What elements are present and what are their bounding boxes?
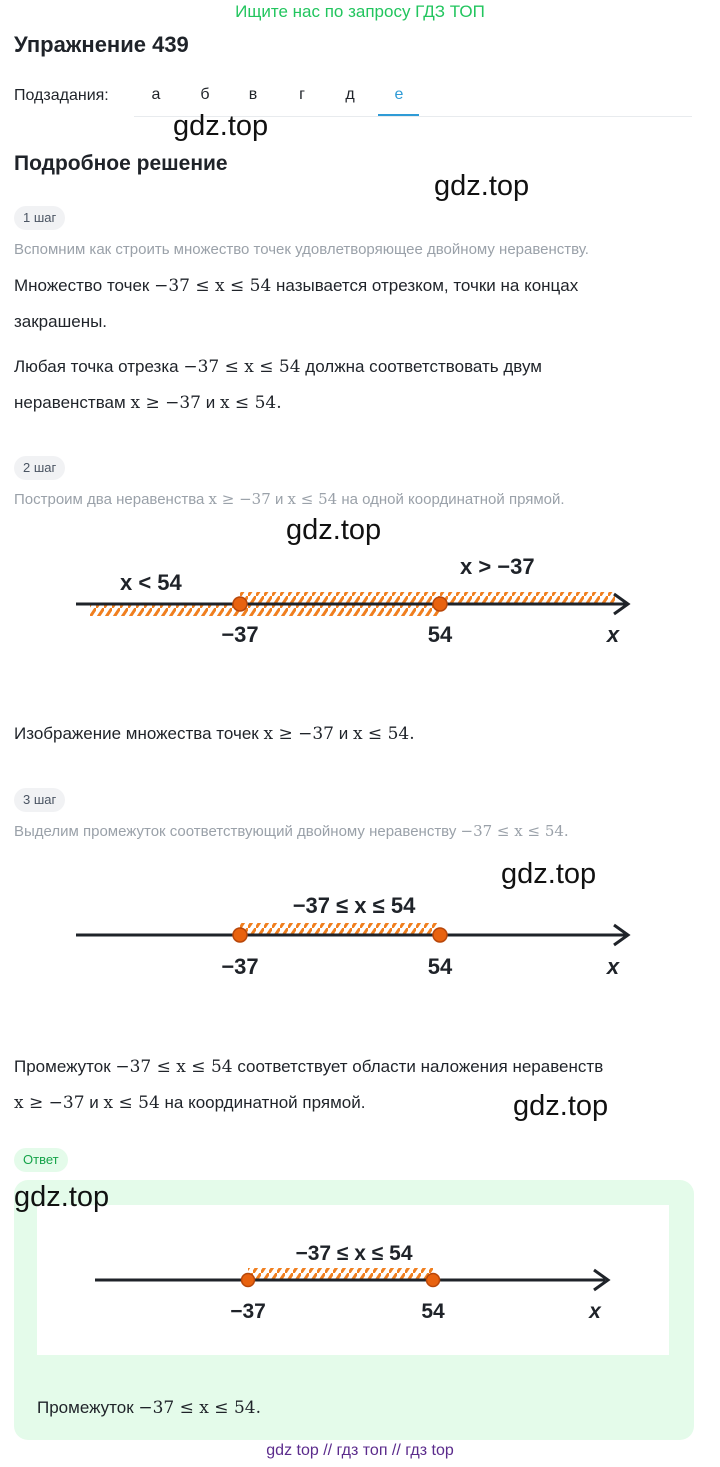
text-fragment: Изображение множества точек (14, 724, 259, 743)
hatch-overlap-top (240, 592, 440, 604)
watermark: gdz.top (14, 1181, 110, 1213)
point-minus37 (242, 1274, 255, 1287)
axis-label: x (606, 954, 620, 979)
step-text (14, 268, 578, 340)
tab-g[interactable]: г (299, 86, 305, 103)
tick-label-minus37: −37 (230, 1300, 266, 1323)
tab-d[interactable]: д (345, 86, 355, 103)
step-badge: 1 шаг (14, 206, 65, 230)
text-fragment: и (274, 491, 284, 508)
point-minus37 (233, 928, 247, 942)
step-badge: 2 шаг (14, 456, 65, 480)
tab-e[interactable]: е (394, 86, 404, 103)
text-fragment: неравенствам (14, 393, 126, 412)
label-right: x > −37 (460, 554, 535, 579)
axis-label: x (589, 1300, 601, 1323)
label-left: x < 54 (120, 570, 182, 595)
math-inline: −37 ≤ x ≤ 54 (115, 1057, 233, 1077)
text-fragment: Множество точек (14, 276, 150, 295)
tick-label-54: 54 (427, 622, 453, 647)
step-text (14, 716, 415, 752)
step-hint (14, 822, 569, 840)
tab-v[interactable]: в (248, 86, 258, 103)
math-inline: x ≥ −37 (263, 724, 334, 744)
promo-banner[interactable]: Ищите нас по запросу ГДЗ ТОП (235, 2, 485, 21)
text-fragment: называется отрезком, точки на концах (276, 276, 579, 295)
math-inline: x ≥ −37 (208, 490, 271, 508)
math-inline: −37 ≤ x ≤ 54 (183, 357, 301, 377)
math-inline: −37 ≤ x ≤ 54 (154, 276, 272, 296)
text-fragment: и (338, 724, 349, 743)
subtasks-label: Подзадания: (14, 87, 109, 104)
math-inline: x ≤ 54. (352, 724, 415, 744)
math-inline: x ≤ 54 (287, 490, 338, 508)
active-tab-underline (378, 114, 419, 116)
tick-label-54: 54 (427, 954, 453, 979)
math-inline: x ≤ 54 (103, 1093, 160, 1113)
step-badge: 3 шаг (14, 788, 65, 812)
text-fragment: и (89, 1093, 99, 1112)
tab-a[interactable]: а (151, 86, 161, 103)
text-fragment: на одной координатной прямой. (341, 491, 565, 508)
number-line-answer (37, 1225, 669, 1335)
watermark: gdz.top (173, 110, 269, 142)
step-text (14, 349, 542, 421)
math-inline: −37 ≤ x ≤ 54. (138, 1398, 261, 1418)
hatch-interval (240, 923, 440, 935)
watermark: gdz.top (286, 514, 382, 546)
step-hint: Вспомним как строить множество точек удовлетворяющее двойному неравенству. (14, 241, 589, 258)
text-fragment: закрашены. (14, 312, 108, 331)
hatch-left (90, 604, 240, 616)
page-title: Упражнение 439 (14, 32, 189, 57)
math-inline: x ≤ 54. (219, 393, 282, 413)
text-fragment: Промежуток (37, 1398, 134, 1417)
text-fragment: должна соответствовать двум (305, 357, 542, 376)
tick-label-54: 54 (421, 1300, 445, 1323)
section-title: Подробное решение (14, 152, 228, 175)
tick-label-minus37: −37 (221, 954, 259, 979)
watermark: gdz.top (501, 858, 597, 890)
number-line-two-inequalities (0, 548, 720, 658)
interval-label: −37 ≤ x ≤ 54 (292, 893, 416, 918)
math-inline: x ≥ −37 (130, 393, 201, 413)
math-inline: x ≥ −37 (14, 1093, 85, 1113)
point-54 (427, 1274, 440, 1287)
text-fragment: Промежуток (14, 1057, 111, 1076)
point-54 (433, 597, 447, 611)
watermark: gdz.top (513, 1090, 609, 1122)
tab-b[interactable]: б (200, 86, 210, 103)
point-54 (433, 928, 447, 942)
answer-text (37, 1390, 261, 1426)
footer-links[interactable]: gdz top // гдз топ // гдз top (266, 1442, 454, 1459)
number-line-interval (0, 880, 720, 990)
step-hint (14, 490, 565, 508)
axis-label: x (606, 622, 620, 647)
hatch-right (440, 592, 615, 604)
point-minus37 (233, 597, 247, 611)
watermark: gdz.top (434, 170, 530, 202)
text-fragment: Построим два неравенства (14, 491, 205, 508)
hatch-overlap-bottom (240, 604, 440, 616)
text-fragment: соответствует области наложения неравенств (237, 1057, 604, 1076)
text-fragment: и (205, 393, 216, 412)
text-fragment: Любая точка отрезка (14, 357, 179, 376)
interval-label: −37 ≤ x ≤ 54 (295, 1242, 413, 1265)
text-fragment: на координатной прямой. (164, 1093, 366, 1112)
step-text (14, 1049, 603, 1121)
answer-badge: Ответ (14, 1148, 68, 1172)
text-fragment: Выделим промежуток соответствующий двойному неравенству (14, 823, 457, 840)
tick-label-minus37: −37 (221, 622, 259, 647)
hatch-interval (248, 1268, 433, 1280)
math-inline: −37 ≤ x ≤ 54. (460, 822, 569, 840)
